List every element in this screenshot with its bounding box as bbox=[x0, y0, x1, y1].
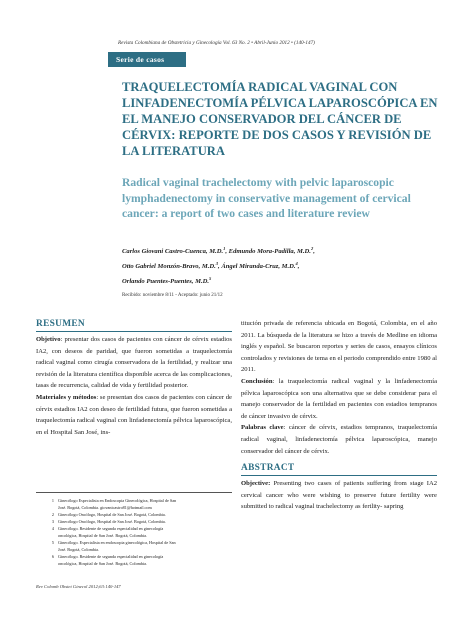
abstract-heading: ABSTRACT bbox=[241, 463, 295, 474]
footnote: 3 Ginecólogo Oncólogo, Hospital de San José. Bogotá, Colombia. bbox=[51, 519, 166, 524]
footnote-rule bbox=[36, 492, 232, 493]
resumen-heading: RESUMEN bbox=[36, 319, 85, 329]
materiales-paragraph: Materiales y métodos: se presentan dos casos de pacientes con cáncer de cérvix estadios IA2 con deseo de fertilidad futura, que fueron sometidas a traquelectomía radical vaginal con linfadenectomía pélvica laparoscópica, en el Hospital San José, ins- bbox=[36, 393, 232, 436]
author: Ángel Miranda-Cruz, M.D.$^4$, bbox=[221, 260, 300, 270]
received-accepted-dates: Recibido: noviembre 8/11 - Aceptado: junio 21/12 bbox=[122, 293, 223, 298]
objective-paragraph: Objective: Presenting two cases of patients suffering from stage IA2 cervical cancer who were wishing to preserve future fertility were submitted to radical vaginal trachelectomy as fertlity- sapring bbox=[241, 480, 437, 511]
footnote: 2 Ginecólogo Oncólogo, Hospital de San José. Bogotá, Colombia. bbox=[51, 512, 166, 517]
author-list bbox=[122, 243, 452, 287]
objetivo-paragraph: Objetivo: presentar dos casos de pacientes con cáncer de cérvix estadios IA2, con deseos de paridad, que fueron sometidas a traquelectomía radical vaginal como cirugía conservadora de la fertilidad, y realizar una revisión de la literatura científica disponible acerca de las complicaciones, tasas de recurrencia, calidad de vida y fertilidad posterior. bbox=[36, 336, 232, 390]
heading-rule bbox=[36, 331, 232, 332]
heading-rule bbox=[241, 475, 437, 476]
author: Orlando Puentes-Puentes, M.D.$^5$ bbox=[122, 275, 212, 285]
running-header: Revista Colombiana de Obstetricia y Ginecología Vol. 63 No. 2 • Abril-Junio 2012 • (140-147) bbox=[118, 40, 315, 46]
article-title-english: Radical vaginal trachelectomy with pelvic laparoscopic lymphadenectomy in conservative management of cervical cancer: a report of two cases and literature review bbox=[122, 176, 411, 221]
column-left bbox=[36, 318, 232, 438]
footnote: 4 Ginecólogo. Residente de segunda especialidad en ginecología oncológica, Hospital de San José. Bogotá, Colombia. bbox=[51, 526, 164, 538]
footnote: 5 Ginecólogo. Especialista en endoscopia ginecológica, Hospital de San José. Bogotá, Colombia. bbox=[51, 540, 176, 552]
footnote: 6 Ginecólogo. Residente de segunda especialidad en ginecología oncológica, Hospital de San José. Bogotá, Colombia. bbox=[51, 554, 164, 566]
author: Edmundo Mora-Padilla, M.D.$^2$, bbox=[228, 246, 315, 256]
materiales-continuation: titución privada de referencia ubicada en Bogotá, Colombia, en el año 2011. La búsqueda de la literatura se hizo a través de Medline en idioma inglés y español. Se buscaron reportes y series de casos, ensayos clínicos controlados y revisiones de tema en el periodo comprendido entre 1980 al 2011. bbox=[241, 320, 437, 374]
keywords-paragraph: Palabras clave: cáncer de cérvix, estadios tempranos, traquelectomía radical vaginal, linfadenectomía pélvica laparoscópica, manejo conservador del cáncer de cérvix. bbox=[241, 424, 437, 455]
page-footer: Rev Colomb Obstet Ginecol 2012;63:140-147 bbox=[36, 584, 121, 589]
author: Carlos Giovani Castro-Cuenca, M.D.$^1$, bbox=[122, 246, 229, 256]
footnotes bbox=[36, 497, 232, 567]
column-right bbox=[241, 318, 437, 513]
author: Otto Gabriel Monzón-Bravo, M.D.$^3$, bbox=[122, 260, 222, 270]
article-title-spanish: TRAQUELECTOMÍA RADICAL VAGINAL CON LINFADENECTOMÍA PÉLVICA LAPAROSCÓPICA EN EL MANEJO CONSERVADOR DEL CÁNCER DE CÉRVIX: REPORTE DE DOS CASOS Y REVISIÓN DE LA LITERATURA bbox=[122, 80, 438, 158]
conclusion-paragraph: Conclusión: la traquelectomía radical vaginal y la linfadenectomía pélvica laparoscópica son una alternativa que se debe considerar para el manejo conservador de la fertilidad en pacientes con estadios tempranos de cáncer invasivo de cérvix. bbox=[241, 377, 437, 420]
section-tag: Serie de casos bbox=[108, 52, 186, 67]
footnote: 1 Ginecólogo Especialista en Endoscopia Ginecológica, Hospital de San José. Bogotá, Colombia. giovanicastro81@hotmail.com bbox=[51, 498, 177, 510]
